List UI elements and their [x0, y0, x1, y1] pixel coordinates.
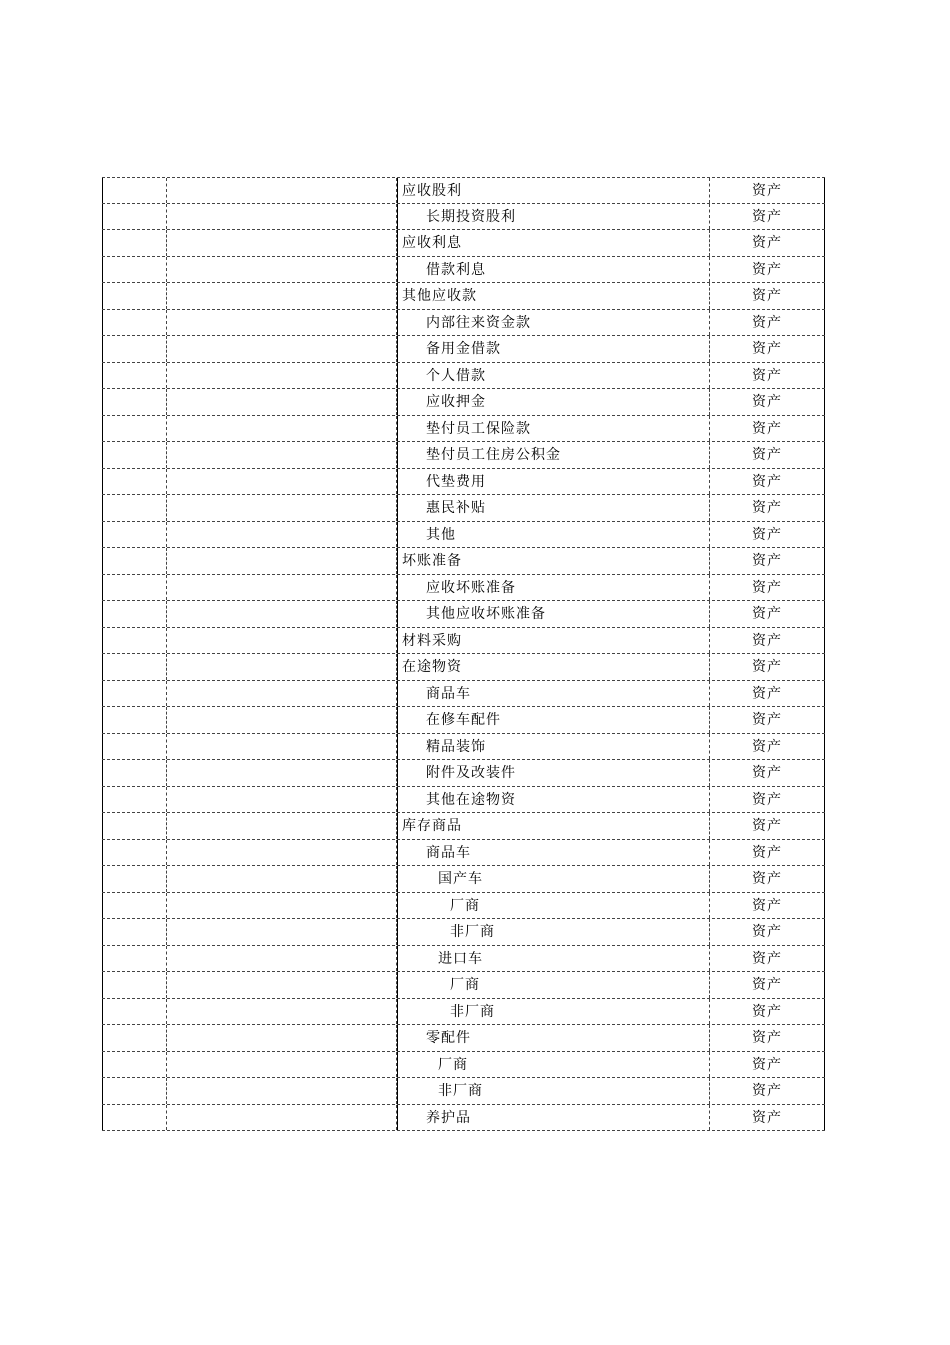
table-row: [102, 1078, 825, 1105]
code-cell[interactable]: [102, 840, 167, 866]
table-row: [102, 654, 825, 681]
account-table: [102, 177, 825, 1131]
code-cell[interactable]: [102, 760, 167, 786]
account-type-cell[interactable]: 资产: [710, 999, 825, 1025]
table-row: [102, 204, 825, 231]
blank-cell[interactable]: [167, 840, 397, 866]
code-cell[interactable]: [102, 310, 167, 336]
code-cell[interactable]: [102, 813, 167, 839]
blank-cell[interactable]: [167, 628, 397, 654]
code-cell[interactable]: [102, 495, 167, 521]
table-row: [102, 999, 825, 1026]
account-type-cell[interactable]: 资产: [710, 283, 825, 309]
table-row: [102, 522, 825, 549]
account-name-cell[interactable]: 养护品: [397, 1105, 710, 1131]
account-type-cell[interactable]: 资产: [710, 548, 825, 574]
account-name-cell[interactable]: 厂商: [397, 1052, 710, 1078]
code-cell[interactable]: [102, 548, 167, 574]
code-cell[interactable]: [102, 972, 167, 998]
blank-cell[interactable]: [167, 495, 397, 521]
table-row: [102, 919, 825, 946]
account-name-cell[interactable]: 应收利息: [397, 230, 710, 256]
blank-cell[interactable]: [167, 1052, 397, 1078]
table-row: [102, 734, 825, 761]
account-type-cell[interactable]: 资产: [710, 204, 825, 230]
blank-cell[interactable]: [167, 548, 397, 574]
code-cell[interactable]: [102, 1078, 167, 1104]
code-cell[interactable]: [102, 734, 167, 760]
table-row: [102, 177, 825, 204]
account-name-cell[interactable]: 商品车: [397, 681, 710, 707]
account-name-cell[interactable]: 厂商: [397, 972, 710, 998]
code-cell[interactable]: [102, 204, 167, 230]
account-type-cell[interactable]: 资产: [710, 310, 825, 336]
account-type-cell[interactable]: 资产: [710, 628, 825, 654]
blank-cell[interactable]: [167, 734, 397, 760]
account-name-cell[interactable]: 其他: [397, 522, 710, 548]
code-cell[interactable]: [102, 654, 167, 680]
account-type-cell[interactable]: 资产: [710, 442, 825, 468]
table-row: [102, 707, 825, 734]
account-name-cell[interactable]: 其他在途物资: [397, 787, 710, 813]
account-type-cell[interactable]: 资产: [710, 893, 825, 919]
code-cell[interactable]: [102, 707, 167, 733]
blank-cell[interactable]: [167, 575, 397, 601]
table-row: [102, 787, 825, 814]
code-cell[interactable]: [102, 575, 167, 601]
account-name-cell[interactable]: 坏账准备: [397, 548, 710, 574]
account-name-cell[interactable]: 长期投资股利: [397, 204, 710, 230]
account-name-cell[interactable]: 精品装饰: [397, 734, 710, 760]
code-cell[interactable]: [102, 1105, 167, 1131]
blank-cell[interactable]: [167, 336, 397, 362]
blank-cell[interactable]: [167, 1105, 397, 1131]
account-name-cell[interactable]: 国产车: [397, 866, 710, 892]
account-type-cell[interactable]: 资产: [710, 1105, 825, 1131]
code-cell[interactable]: [102, 1025, 167, 1051]
account-name-cell[interactable]: 其他应收坏账准备: [397, 601, 710, 627]
blank-cell[interactable]: [167, 919, 397, 945]
code-cell[interactable]: [102, 601, 167, 627]
code-cell[interactable]: [102, 946, 167, 972]
table-row: [102, 628, 825, 655]
blank-cell[interactable]: [167, 654, 397, 680]
blank-cell[interactable]: [167, 1025, 397, 1051]
table-row: [102, 283, 825, 310]
blank-cell[interactable]: [167, 601, 397, 627]
account-type-cell[interactable]: 资产: [710, 1078, 825, 1104]
account-type-cell[interactable]: 资产: [710, 946, 825, 972]
account-type-cell[interactable]: 资产: [710, 363, 825, 389]
code-cell[interactable]: [102, 1052, 167, 1078]
account-name-cell[interactable]: 备用金借款: [397, 336, 710, 362]
account-type-cell[interactable]: 资产: [710, 654, 825, 680]
account-name-cell[interactable]: 厂商: [397, 893, 710, 919]
table-row: [102, 1105, 825, 1132]
account-type-cell[interactable]: 资产: [710, 1025, 825, 1051]
blank-cell[interactable]: [167, 893, 397, 919]
account-name-cell[interactable]: 在修车配件: [397, 707, 710, 733]
account-type-cell[interactable]: 资产: [710, 919, 825, 945]
table-row: [102, 1052, 825, 1079]
account-type-cell[interactable]: 资产: [710, 495, 825, 521]
table-row: [102, 681, 825, 708]
account-type-cell[interactable]: 资产: [710, 681, 825, 707]
blank-cell[interactable]: [167, 257, 397, 283]
code-cell[interactable]: [102, 230, 167, 256]
code-cell[interactable]: [102, 442, 167, 468]
account-type-cell[interactable]: 资产: [710, 416, 825, 442]
code-cell[interactable]: [102, 628, 167, 654]
account-type-cell[interactable]: 资产: [710, 734, 825, 760]
account-type-cell[interactable]: 资产: [710, 230, 825, 256]
account-type-cell[interactable]: 资产: [710, 389, 825, 415]
account-type-cell[interactable]: 资产: [710, 1052, 825, 1078]
blank-cell[interactable]: [167, 707, 397, 733]
blank-cell[interactable]: [167, 442, 397, 468]
code-cell[interactable]: [102, 363, 167, 389]
blank-cell[interactable]: [167, 1078, 397, 1104]
table-row: [102, 336, 825, 363]
account-name-cell[interactable]: 商品车: [397, 840, 710, 866]
blank-cell[interactable]: [167, 230, 397, 256]
table-row: [102, 230, 825, 257]
account-type-cell[interactable]: 资产: [710, 522, 825, 548]
code-cell[interactable]: [102, 469, 167, 495]
account-name-cell[interactable]: 应收坏账准备: [397, 575, 710, 601]
table-row: [102, 866, 825, 893]
account-name-cell[interactable]: 在途物资: [397, 654, 710, 680]
account-type-cell[interactable]: 资产: [710, 760, 825, 786]
account-name-cell[interactable]: 垫付员工保险款: [397, 416, 710, 442]
blank-cell[interactable]: [167, 760, 397, 786]
account-name-cell[interactable]: 惠民补贴: [397, 495, 710, 521]
code-cell[interactable]: [102, 283, 167, 309]
code-cell[interactable]: [102, 893, 167, 919]
account-name-cell[interactable]: 借款利息: [397, 257, 710, 283]
table-row: [102, 442, 825, 469]
account-type-cell[interactable]: 资产: [710, 707, 825, 733]
account-type-cell[interactable]: 资产: [710, 601, 825, 627]
table-row: [102, 760, 825, 787]
account-name-cell[interactable]: 内部往来资金款: [397, 310, 710, 336]
table-row: [102, 310, 825, 337]
blank-cell[interactable]: [167, 813, 397, 839]
blank-cell[interactable]: [167, 522, 397, 548]
account-name-cell[interactable]: 个人借款: [397, 363, 710, 389]
account-type-cell[interactable]: 资产: [710, 336, 825, 362]
code-cell[interactable]: [102, 178, 167, 203]
blank-cell[interactable]: [167, 787, 397, 813]
table-row: [102, 575, 825, 602]
table-row: [102, 495, 825, 522]
code-cell[interactable]: [102, 866, 167, 892]
blank-cell[interactable]: [167, 972, 397, 998]
table-row: [102, 363, 825, 390]
blank-cell[interactable]: [167, 946, 397, 972]
blank-cell[interactable]: [167, 310, 397, 336]
blank-cell[interactable]: [167, 416, 397, 442]
table-row: [102, 840, 825, 867]
table-row: [102, 893, 825, 920]
blank-cell[interactable]: [167, 363, 397, 389]
account-name-cell[interactable]: 进口车: [397, 946, 710, 972]
blank-cell[interactable]: [167, 999, 397, 1025]
blank-cell[interactable]: [167, 283, 397, 309]
account-type-cell[interactable]: 资产: [710, 178, 825, 203]
table-row: [102, 548, 825, 575]
table-row: [102, 601, 825, 628]
blank-cell[interactable]: [167, 389, 397, 415]
table-row: [102, 389, 825, 416]
blank-cell[interactable]: [167, 866, 397, 892]
account-name-cell[interactable]: 代垫费用: [397, 469, 710, 495]
account-name-cell[interactable]: 非厂商: [397, 999, 710, 1025]
account-type-cell[interactable]: 资产: [710, 972, 825, 998]
account-type-cell[interactable]: 资产: [710, 813, 825, 839]
account-name-cell[interactable]: 附件及改装件: [397, 760, 710, 786]
table-row: [102, 946, 825, 973]
code-cell[interactable]: [102, 681, 167, 707]
code-cell[interactable]: [102, 919, 167, 945]
blank-cell[interactable]: [167, 204, 397, 230]
account-name-cell[interactable]: 库存商品: [397, 813, 710, 839]
account-type-cell[interactable]: 资产: [710, 257, 825, 283]
account-type-cell[interactable]: 资产: [710, 469, 825, 495]
code-cell[interactable]: [102, 787, 167, 813]
account-name-cell[interactable]: 材料采购: [397, 628, 710, 654]
blank-cell[interactable]: [167, 178, 397, 203]
table-row: [102, 813, 825, 840]
account-name-cell[interactable]: 非厂商: [397, 919, 710, 945]
table-row: [102, 972, 825, 999]
code-cell[interactable]: [102, 522, 167, 548]
account-name-cell[interactable]: 应收股利: [397, 178, 710, 203]
table-row: [102, 1025, 825, 1052]
code-cell[interactable]: [102, 336, 167, 362]
blank-cell[interactable]: [167, 681, 397, 707]
code-cell[interactable]: [102, 389, 167, 415]
account-type-cell[interactable]: 资产: [710, 787, 825, 813]
account-name-cell[interactable]: 应收押金: [397, 389, 710, 415]
account-name-cell[interactable]: 垫付员工住房公积金: [397, 442, 710, 468]
account-type-cell[interactable]: 资产: [710, 575, 825, 601]
table-row: [102, 257, 825, 284]
account-type-cell[interactable]: 资产: [710, 840, 825, 866]
code-cell[interactable]: [102, 999, 167, 1025]
blank-cell[interactable]: [167, 469, 397, 495]
account-name-cell[interactable]: 非厂商: [397, 1078, 710, 1104]
table-row: [102, 469, 825, 496]
code-cell[interactable]: [102, 416, 167, 442]
code-cell[interactable]: [102, 257, 167, 283]
table-row: [102, 416, 825, 443]
account-type-cell[interactable]: 资产: [710, 866, 825, 892]
account-name-cell[interactable]: 其他应收款: [397, 283, 710, 309]
account-name-cell[interactable]: 零配件: [397, 1025, 710, 1051]
